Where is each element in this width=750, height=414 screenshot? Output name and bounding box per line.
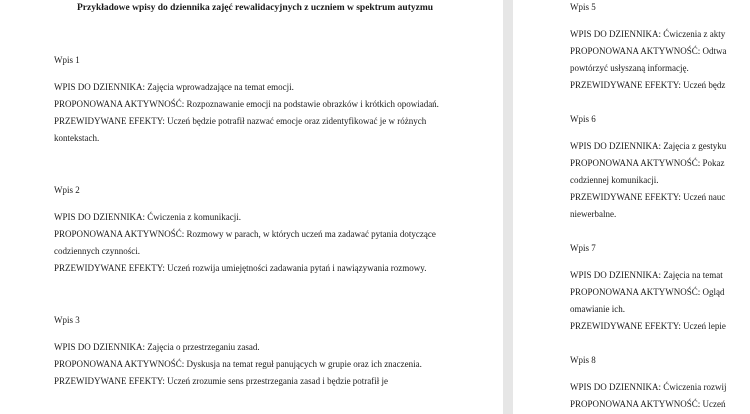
entry-body [570, 267, 750, 335]
entry-line: PRZEWIDYWANE EFEKTY: Uczeń zrozumie sens przestrzegania zasad i będzie potrafił je [54, 376, 389, 386]
diary-entry [570, 241, 750, 335]
entry-line: codziennej komunikacji. [570, 175, 659, 185]
diary-entry [570, 112, 750, 223]
entry-label: Wpis 2 [54, 185, 80, 195]
entry-label: Wpis 6 [570, 114, 596, 124]
entry-line: PROPONOWANA AKTYWNOŚĆ: Pokaz [570, 158, 725, 168]
entry-label: Wpis 8 [570, 355, 596, 365]
diary-entry [54, 53, 446, 147]
entry-body [570, 138, 750, 223]
entry-line: niewerbalne. [570, 209, 617, 219]
entry-label: Wpis 1 [54, 55, 80, 65]
entry-line: WPIS DO DZIENNIKA: Zajęcia na temat [570, 270, 723, 280]
entry-line: WPIS DO DZIENNIKA: Ćwiczenia rozwij [570, 382, 727, 392]
entry-line: PROPONOWANA AKTYWNOŚĆ: Dyskusja na temat reguł panujących w grupie oraz ich znaczenia. [54, 359, 422, 369]
entry-body [54, 209, 446, 277]
entry-body [54, 79, 446, 147]
entry-line: powtórzyć usłyszaną informację. [570, 63, 689, 73]
entry-line: omawianie ich. [570, 304, 625, 314]
diary-entry [54, 183, 446, 277]
entry-line: PRZEWIDYWANE EFEKTY: Uczeń rozwija umiejętności zadawania pytań i nawiązywania rozmowy. [54, 263, 427, 273]
entry-line: PRZEWIDYWANE EFEKTY: Uczeń nauc [570, 192, 726, 202]
entry-label: Wpis 3 [54, 315, 80, 325]
document-title: Przykładowe wpisy do dziennika zajęć rewalidacyjnych z uczniem w spektrum autyzmu [76, 3, 434, 13]
entry-line: WPIS DO DZIENNIKA: Ćwiczenia z akty [570, 29, 726, 39]
entry-line: PRZEWIDYWANE EFEKTY: Uczeń będzie potrafił nazwać emocje oraz zidentyfikować je w różnych kontekstach. [54, 116, 427, 143]
diary-entry [570, 353, 750, 413]
entry-line: WPIS DO DZIENNIKA: Zajęcia z gestyku [570, 141, 727, 151]
entry-line: WPIS DO DZIENNIKA: Zajęcia o przestrzeganiu zasad. [54, 342, 260, 352]
entry-line: PROPONOWANA AKTYWNOŚĆ: Uczeń [570, 399, 726, 409]
diary-entry [570, 0, 750, 94]
entry-line: PROPONOWANA AKTYWNOŚĆ: Ogląd [570, 287, 725, 297]
diary-entry [54, 313, 446, 390]
entry-label: Wpis 5 [570, 2, 596, 12]
entry-label: Wpis 7 [570, 243, 596, 253]
entry-line: PROPONOWANA AKTYWNOŚĆ: Rozmowy w parach, w których uczeń ma zadawać pytania dotyczące codziennych czynności. [54, 229, 436, 256]
entry-body [54, 339, 446, 390]
entry-line: WPIS DO DZIENNIKA: Zajęcia wprowadzające na temat emocji. [54, 82, 294, 92]
entry-body [570, 26, 750, 94]
entry-body [570, 379, 750, 413]
entry-line: PRZEWIDYWANE EFEKTY: Uczeń będz [570, 80, 726, 90]
entry-line: PRZEWIDYWANE EFEKTY: Uczeń lepie [570, 321, 726, 331]
document-page-right [513, 0, 750, 414]
entry-line: PROPONOWANA AKTYWNOŚĆ: Odtwa [570, 46, 727, 56]
entry-line: PROPONOWANA AKTYWNOŚĆ: Rozpoznawanie emocji na podstawie obrazków i krótkich opowiadań. [54, 99, 439, 109]
entry-line: WPIS DO DZIENNIKA: Ćwiczenia z komunikacji. [54, 212, 241, 222]
